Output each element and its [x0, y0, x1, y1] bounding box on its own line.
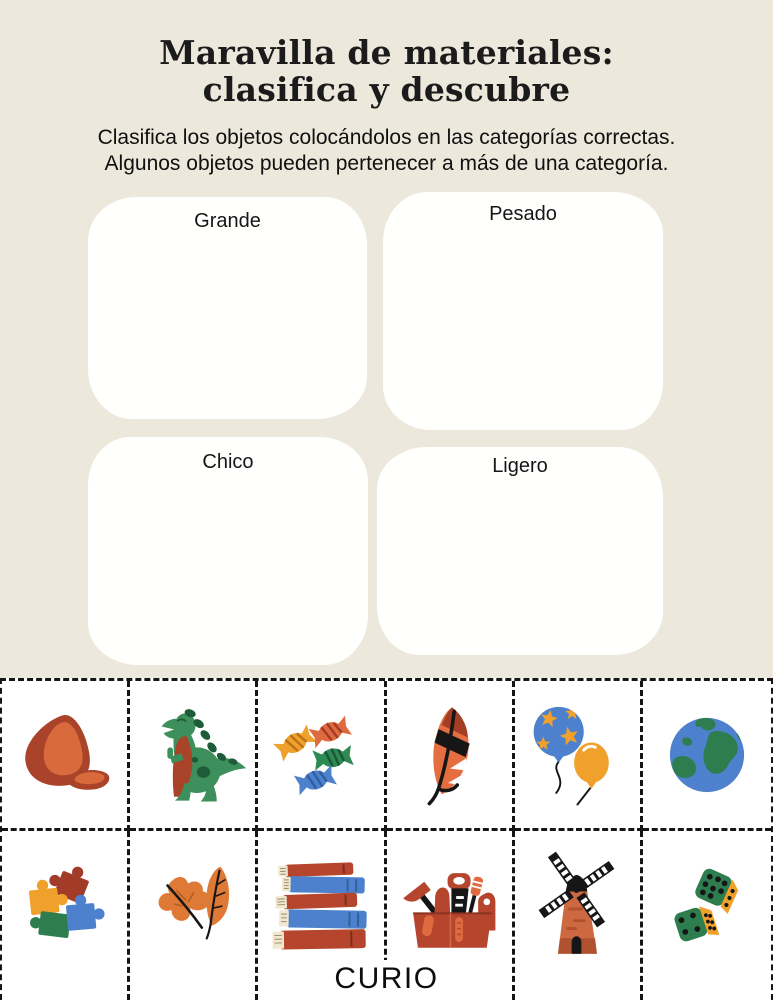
category-box-ligero[interactable]: [377, 447, 663, 655]
autumn-leaves-icon: [139, 857, 247, 961]
book-stack-icon: [264, 852, 378, 966]
object-cards-grid: [0, 678, 773, 1000]
instructions-line1: Clasifica los objetos colocándolos en las categorías correctas.: [97, 125, 676, 149]
brand-logo: CURIO: [322, 960, 450, 1000]
category-box-chico[interactable]: [88, 437, 368, 665]
windmill-icon: [521, 850, 633, 968]
card-rock[interactable]: [2, 681, 130, 831]
category-label-grande: Grande: [194, 210, 261, 232]
category-label-chico: Chico: [202, 451, 254, 473]
rock-icon: [12, 702, 118, 808]
puzzle-pieces-icon: [13, 857, 117, 961]
card-dice[interactable]: [643, 831, 771, 1000]
instructions: [0, 125, 773, 177]
earth-globe-icon: [656, 704, 758, 806]
category-box-grande[interactable]: [88, 197, 367, 419]
category-label-ligero: Ligero: [492, 455, 548, 477]
feather-icon: [397, 697, 501, 813]
instructions-line2: Algunos objetos pueden pertenecer a más de una categoría.: [104, 151, 669, 175]
card-windmill[interactable]: [515, 831, 643, 1000]
dinosaur-toy-icon: [136, 701, 250, 809]
page-title: [0, 34, 773, 109]
page-title-line1: Maravilla de materiales:: [159, 33, 614, 72]
candies-icon: [270, 704, 372, 806]
page-title-line2: clasifica y descubre: [202, 70, 571, 110]
card-dinosaur[interactable]: [130, 681, 258, 831]
card-puzzle[interactable]: [2, 831, 130, 1000]
category-box-pesado[interactable]: [383, 192, 663, 430]
card-balloons[interactable]: [515, 681, 643, 831]
toolbox-icon: [394, 854, 504, 964]
card-candies[interactable]: [258, 681, 386, 831]
card-leaves[interactable]: [130, 831, 258, 1000]
balloons-icon: [524, 699, 630, 811]
dice-icon: [657, 857, 757, 961]
category-label-pesado: Pesado: [489, 203, 557, 225]
card-feather[interactable]: [387, 681, 515, 831]
card-earth[interactable]: [643, 681, 771, 831]
